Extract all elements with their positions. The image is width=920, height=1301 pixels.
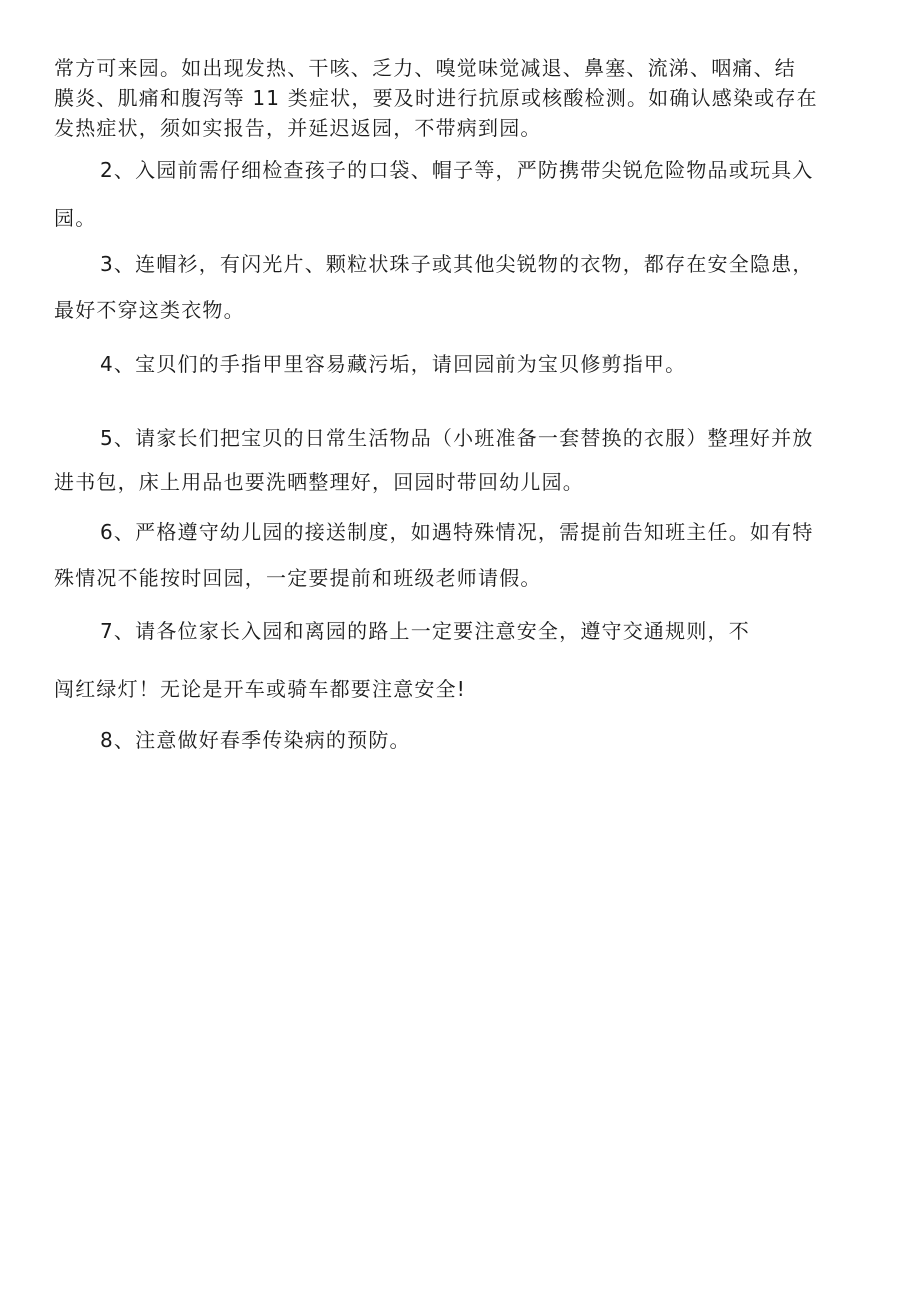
item-6-line-2: 殊情况不能按时回园，一定要提前和班级老师请假。 (54, 566, 542, 590)
text-line-1: 常方可来园。如出现发热、干咳、乏力、嗅觉味觉减退、鼻塞、流涕、咽痛、结 (54, 56, 796, 80)
text-line-3: 发热症状，须如实报告，并延迟返园，不带病到园。 (54, 116, 542, 140)
item-3-line-1: 3、连帽衫，有闪光片、颗粒状珠子或其他尖锐物的衣物，都存在安全隐患， (100, 252, 814, 276)
item-5-line-2: 进书包，床上用品也要洗晒整理好，回园时带回幼儿园。 (54, 470, 584, 494)
item-7-line-2: 闯红绿灯！无论是开车或骑车都要注意安全! (54, 677, 467, 701)
item-8-line-1: 8、注意做好春季传染病的预防。 (100, 728, 411, 752)
item-4-line-1: 4、宝贝们的手指甲里容易藏污垢，请回园前为宝贝修剪指甲。 (100, 352, 687, 376)
item-6-line-1: 6、严格遵守幼儿园的接送制度，如遇特殊情况，需提前告知班主任。如有特 (100, 520, 814, 544)
item-5-line-1: 5、请家长们把宝贝的日常生活物品（小班准备一套替换的衣服）整理好并放 (100, 426, 814, 450)
item-2-line-1: 2、入园前需仔细检查孩子的口袋、帽子等，严防携带尖锐危险物品或玩具入 (100, 158, 814, 182)
item-3-line-2: 最好不穿这类衣物。 (54, 298, 245, 322)
item-2-line-2: 园。 (54, 206, 97, 230)
text-line-2: 膜炎、肌痛和腹泻等 11 类症状，要及时进行抗原或核酸检测。如确认感染或存在 (54, 86, 818, 110)
item-7-line-1: 7、请各位家长入园和离园的路上一定要注意安全，遵守交通规则，不 (100, 619, 750, 643)
